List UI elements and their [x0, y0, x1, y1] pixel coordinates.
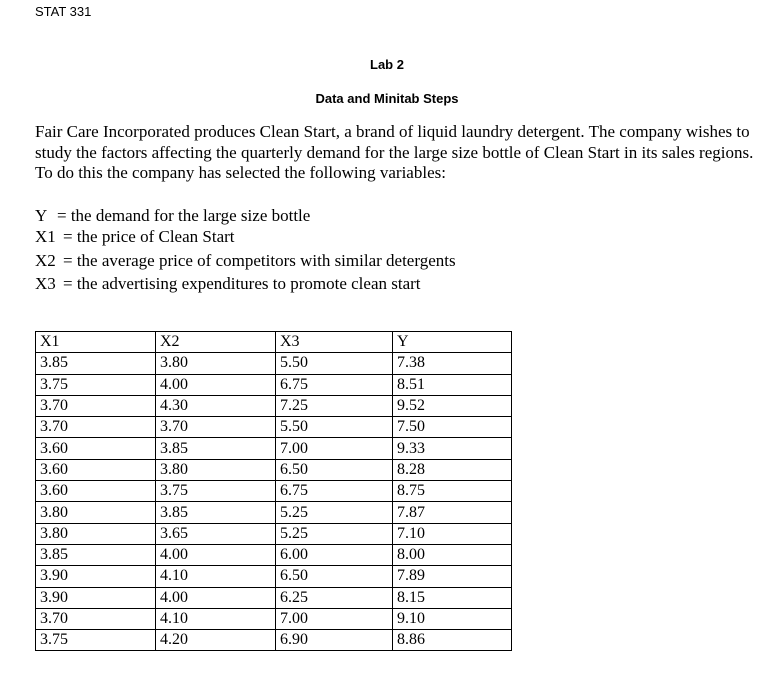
table-cell: 7.38 [393, 353, 512, 374]
table-cell: 7.10 [393, 523, 512, 544]
table-cell: 3.75 [36, 630, 156, 651]
table-cell: 7.25 [276, 395, 393, 416]
table-cell: 3.60 [36, 438, 156, 459]
table-cell: 8.86 [393, 630, 512, 651]
table-cell: 7.00 [276, 438, 393, 459]
table-cell: 3.70 [36, 608, 156, 629]
variable-definition: = the price of Clean Start [63, 227, 235, 246]
table-cell: 9.33 [393, 438, 512, 459]
variable-x3 [35, 274, 421, 294]
table-cell: 3.70 [36, 417, 156, 438]
lab-subtitle [0, 91, 782, 106]
intro-paragraph: Fair Care Incorporated produces Clean Start, a brand of liquid laundry detergent. The company wishes to study the factors affecting the quarterly demand for the large size bottle of Clean Start in its sales regions. To do this the company has selected the following variables: [35, 122, 754, 182]
table-cell: 6.00 [276, 544, 393, 565]
variable-symbol: Y [35, 206, 48, 225]
table-cell: 7.50 [393, 417, 512, 438]
table-cell: 4.00 [156, 374, 276, 395]
variable-y [35, 206, 310, 226]
lab-subtitle-text: Data and Minitab Steps [315, 91, 459, 106]
variable-definition: = the advertising expenditures to promote clean start [63, 274, 421, 293]
table-cell: 3.85 [36, 544, 156, 565]
table-row [36, 608, 512, 629]
table-cell: 8.15 [393, 587, 512, 608]
table-cell: 7.87 [393, 502, 512, 523]
table-cell: 4.00 [156, 544, 276, 565]
table-cell: 8.51 [393, 374, 512, 395]
table-row [36, 523, 512, 544]
course-header: STAT 331 [35, 4, 92, 19]
table-cell: 4.00 [156, 587, 276, 608]
table-cell: 3.70 [156, 417, 276, 438]
table-cell: 3.90 [36, 566, 156, 587]
variable-x2 [35, 251, 456, 271]
table-header [36, 332, 512, 353]
table-cell: 9.52 [393, 395, 512, 416]
table-row [36, 438, 512, 459]
table-cell: 3.85 [156, 438, 276, 459]
table-cell: 9.10 [393, 608, 512, 629]
table-cell: 3.80 [156, 459, 276, 480]
table-cell: 7.00 [276, 608, 393, 629]
column-header-y: Y [393, 332, 512, 353]
table-cell: 3.90 [36, 587, 156, 608]
table-cell: 5.25 [276, 502, 393, 523]
table-cell: 5.50 [276, 417, 393, 438]
table-cell: 3.75 [36, 374, 156, 395]
table-row [36, 481, 512, 502]
table-row [36, 587, 512, 608]
variable-definition: = the demand for the large size bottle [57, 206, 311, 225]
table-cell: 8.00 [393, 544, 512, 565]
table-cell: 7.89 [393, 566, 512, 587]
table-row [36, 566, 512, 587]
table-cell: 5.50 [276, 353, 393, 374]
table-cell: 4.10 [156, 566, 276, 587]
table-cell: 6.75 [276, 481, 393, 502]
table-cell: 6.90 [276, 630, 393, 651]
table-cell: 6.25 [276, 587, 393, 608]
table-cell: 3.75 [156, 481, 276, 502]
table-row [36, 395, 512, 416]
table-row [36, 353, 512, 374]
variable-symbol: X3 [35, 274, 56, 293]
table-cell: 5.25 [276, 523, 393, 544]
table-cell: 6.50 [276, 459, 393, 480]
table-cell: 3.80 [36, 502, 156, 523]
table-row [36, 417, 512, 438]
lab-title-text: Lab 2 [370, 57, 404, 72]
table-cell: 4.30 [156, 395, 276, 416]
table-row [36, 502, 512, 523]
variable-symbol: X2 [35, 251, 56, 270]
variable-x1 [35, 227, 235, 247]
variable-symbol: X1 [35, 227, 56, 246]
column-header-x3: X3 [276, 332, 393, 353]
table-cell: 3.60 [36, 481, 156, 502]
table-cell: 3.65 [156, 523, 276, 544]
table-cell: 3.80 [36, 523, 156, 544]
table-cell: 4.10 [156, 608, 276, 629]
table-row [36, 630, 512, 651]
column-header-x1: X1 [36, 332, 156, 353]
table-cell: 3.85 [156, 502, 276, 523]
table-body [36, 353, 512, 651]
data-table [35, 331, 512, 651]
table-cell: 6.75 [276, 374, 393, 395]
table-cell: 3.70 [36, 395, 156, 416]
table-cell: 6.50 [276, 566, 393, 587]
table-row [36, 544, 512, 565]
table-row [36, 459, 512, 480]
table-cell: 8.75 [393, 481, 512, 502]
variable-definition: = the average price of competitors with similar detergents [63, 251, 456, 270]
table-cell: 3.60 [36, 459, 156, 480]
table-header-row [36, 332, 512, 353]
lab-title [0, 57, 782, 72]
table-cell: 4.20 [156, 630, 276, 651]
column-header-x2: X2 [156, 332, 276, 353]
table-row [36, 374, 512, 395]
table-cell: 3.85 [36, 353, 156, 374]
table-cell: 3.80 [156, 353, 276, 374]
table-cell: 8.28 [393, 459, 512, 480]
